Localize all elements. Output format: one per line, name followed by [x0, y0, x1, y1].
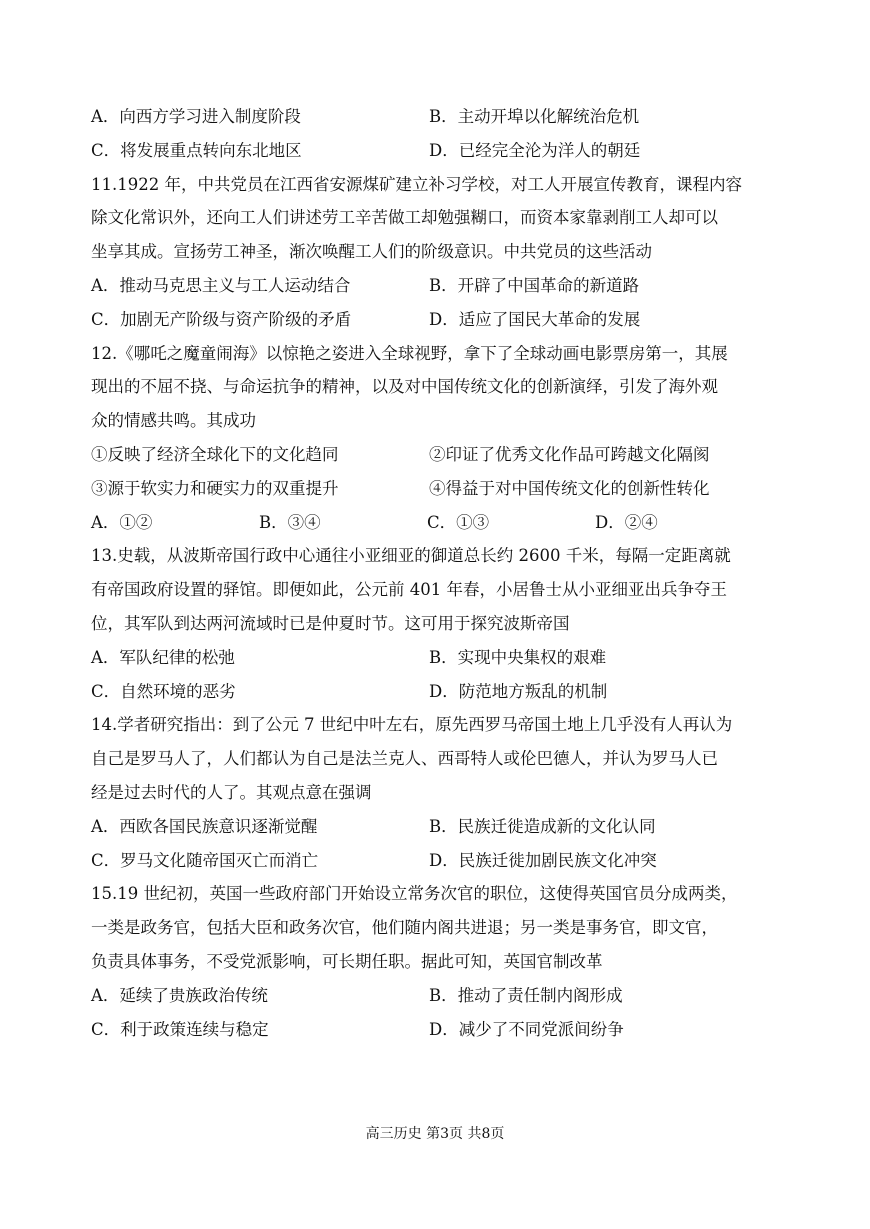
q11-option-a: A．推动马克思主义与工人运动结合 [91, 275, 351, 295]
q14-stem-line-3: 经是过去时代的人了。其观点意在强调 [91, 782, 372, 802]
q14-option-d: D．民族迁徙加剧民族文化冲突 [429, 850, 657, 870]
q13-option-b: B．实现中央集权的艰难 [429, 647, 607, 667]
q15-options-row-2 [91, 1013, 781, 1047]
q15-stem-line-1: 15.19 世纪初，英国一些政府部门开始设立常务次官的职位，这使得英国官员分成两类， [91, 884, 738, 904]
q10-option-c: C．将发展重点转向东北地区 [91, 140, 302, 160]
q15-option-c: C．利于政策连续与稳定 [91, 1019, 269, 1039]
q12-statement-4: ④得益于对中国传统文化的创新性转化 [429, 478, 710, 498]
q14-option-a: A．西欧各国民族意识逐渐觉醒 [91, 816, 318, 836]
q11-option-b: B．开辟了中国革命的新道路 [429, 275, 640, 295]
q11-options-row-1 [91, 269, 781, 303]
q15-stem-line-3: 负责具体事务，不受党派影响，可长期任职。据此可知，英国官制改革 [91, 951, 603, 971]
q12-stem-line-1: 12.《哪吒之魔童闹海》以惊艳之姿进入全球视野，拿下了全球动画电影票房第一，其展 [91, 343, 728, 363]
q10-option-d: D．已经完全沦为洋人的朝廷 [429, 140, 641, 160]
q12-statements-row-1 [91, 438, 781, 472]
question-13 [91, 539, 781, 708]
q11-stem-line-1: 11.1922 年，中共党员在江西省安源煤矿建立补习学校，对工人开展宣传教育，课程内容 [91, 174, 742, 194]
q13-stem-line-2: 有帝国政府设置的驿馆。即便如此，公元前 401 年春，小居鲁士从小亚细亚出兵争夺王 [91, 580, 727, 600]
q12-stem-line-2: 现出的不屈不挠、与命运抗争的精神，以及对中国传统文化的创新演绎，引发了海外观 [91, 377, 718, 397]
q10-options-row-2 [91, 134, 781, 168]
q14-options-row-1 [91, 810, 781, 844]
q14-options-row-2 [91, 844, 781, 878]
q11-option-d: D．适应了国民大革命的发展 [429, 309, 641, 329]
q13-option-c: C．自然环境的恶劣 [91, 681, 236, 701]
question-11 [91, 168, 781, 337]
question-content [91, 100, 781, 1046]
q13-stem-line-1: 13.史载，从波斯帝国行政中心通往小亚细亚的御道总长约 2600 千米，每隔一定距离就 [91, 546, 731, 566]
q15-stem-line-2: 一类是政务官，包括大臣和政务次官，他们随内阁共进退；另一类是事务官，即文官， [91, 918, 718, 938]
q12-option-d: D．②④ [595, 512, 658, 532]
q15-option-b: B．推动了责任制内阁形成 [429, 985, 623, 1005]
q12-option-b: B．③④ [259, 512, 321, 532]
q15-options-row-1 [91, 979, 781, 1013]
q11-option-c: C．加剧无产阶级与资产阶级的矛盾 [91, 309, 352, 329]
q12-stem-line-3: 众的情感共鸣。其成功 [91, 411, 256, 431]
q11-stem-line-2: 除文化常识外，还向工人们讲述劳工辛苦做工却勉强糊口，而资本家靠剥削工人却可以 [91, 208, 718, 228]
q11-options-row-2 [91, 303, 781, 337]
q14-option-b: B．民族迁徙造成新的文化认同 [429, 816, 656, 836]
q13-option-a: A．军队纪律的松弛 [91, 647, 235, 667]
q12-option-a: A．①② [91, 512, 153, 532]
q14-option-c: C．罗马文化随帝国灭亡而消亡 [91, 850, 319, 870]
q15-option-d: D．减少了不同党派间纷争 [429, 1019, 624, 1039]
page-footer: 高三历史 第3页 共8页 [365, 1126, 505, 1142]
q14-stem-line-1: 14.学者研究指出：到了公元 7 世纪中叶左右，原先西罗马帝国土地上几乎没有人再认为 [91, 715, 733, 735]
q13-stem-line-3: 位，其军队到达两河流域时已是仲夏时节。这可用于探究波斯帝国 [91, 613, 570, 633]
q13-option-d: D．防范地方叛乱的机制 [429, 681, 608, 701]
q12-options-row [91, 506, 781, 540]
q12-statements-row-2 [91, 472, 781, 506]
q12-statement-3: ③源于软实力和硬实力的双重提升 [91, 478, 339, 498]
q10-option-a: A．向西方学习进入制度阶段 [91, 107, 301, 126]
q15-option-a: A．延续了贵族政治传统 [91, 985, 268, 1005]
q10-option-b: B．主动开埠以化解统治危机 [429, 107, 640, 126]
q11-stem-line-3: 坐享其成。宣扬劳工神圣，渐次唤醒工人们的阶级意识。中共党员的这些活动 [91, 242, 652, 262]
question-12 [91, 337, 781, 540]
q13-options-row-2 [91, 675, 781, 709]
question-14 [91, 708, 781, 877]
question-15 [91, 877, 781, 1046]
q12-option-c: C．①③ [427, 512, 490, 532]
q14-stem-line-2: 自己是罗马人了，人们都认为自己是法兰克人、西哥特人或伦巴德人，并认为罗马人已 [91, 749, 718, 769]
q13-options-row-1 [91, 641, 781, 675]
q12-statement-1: ①反映了经济全球化下的文化趋同 [91, 444, 339, 464]
q12-statement-2: ②印证了优秀文化作品可跨越文化隔阂 [429, 444, 710, 464]
q10-options-row-1 [91, 100, 781, 134]
